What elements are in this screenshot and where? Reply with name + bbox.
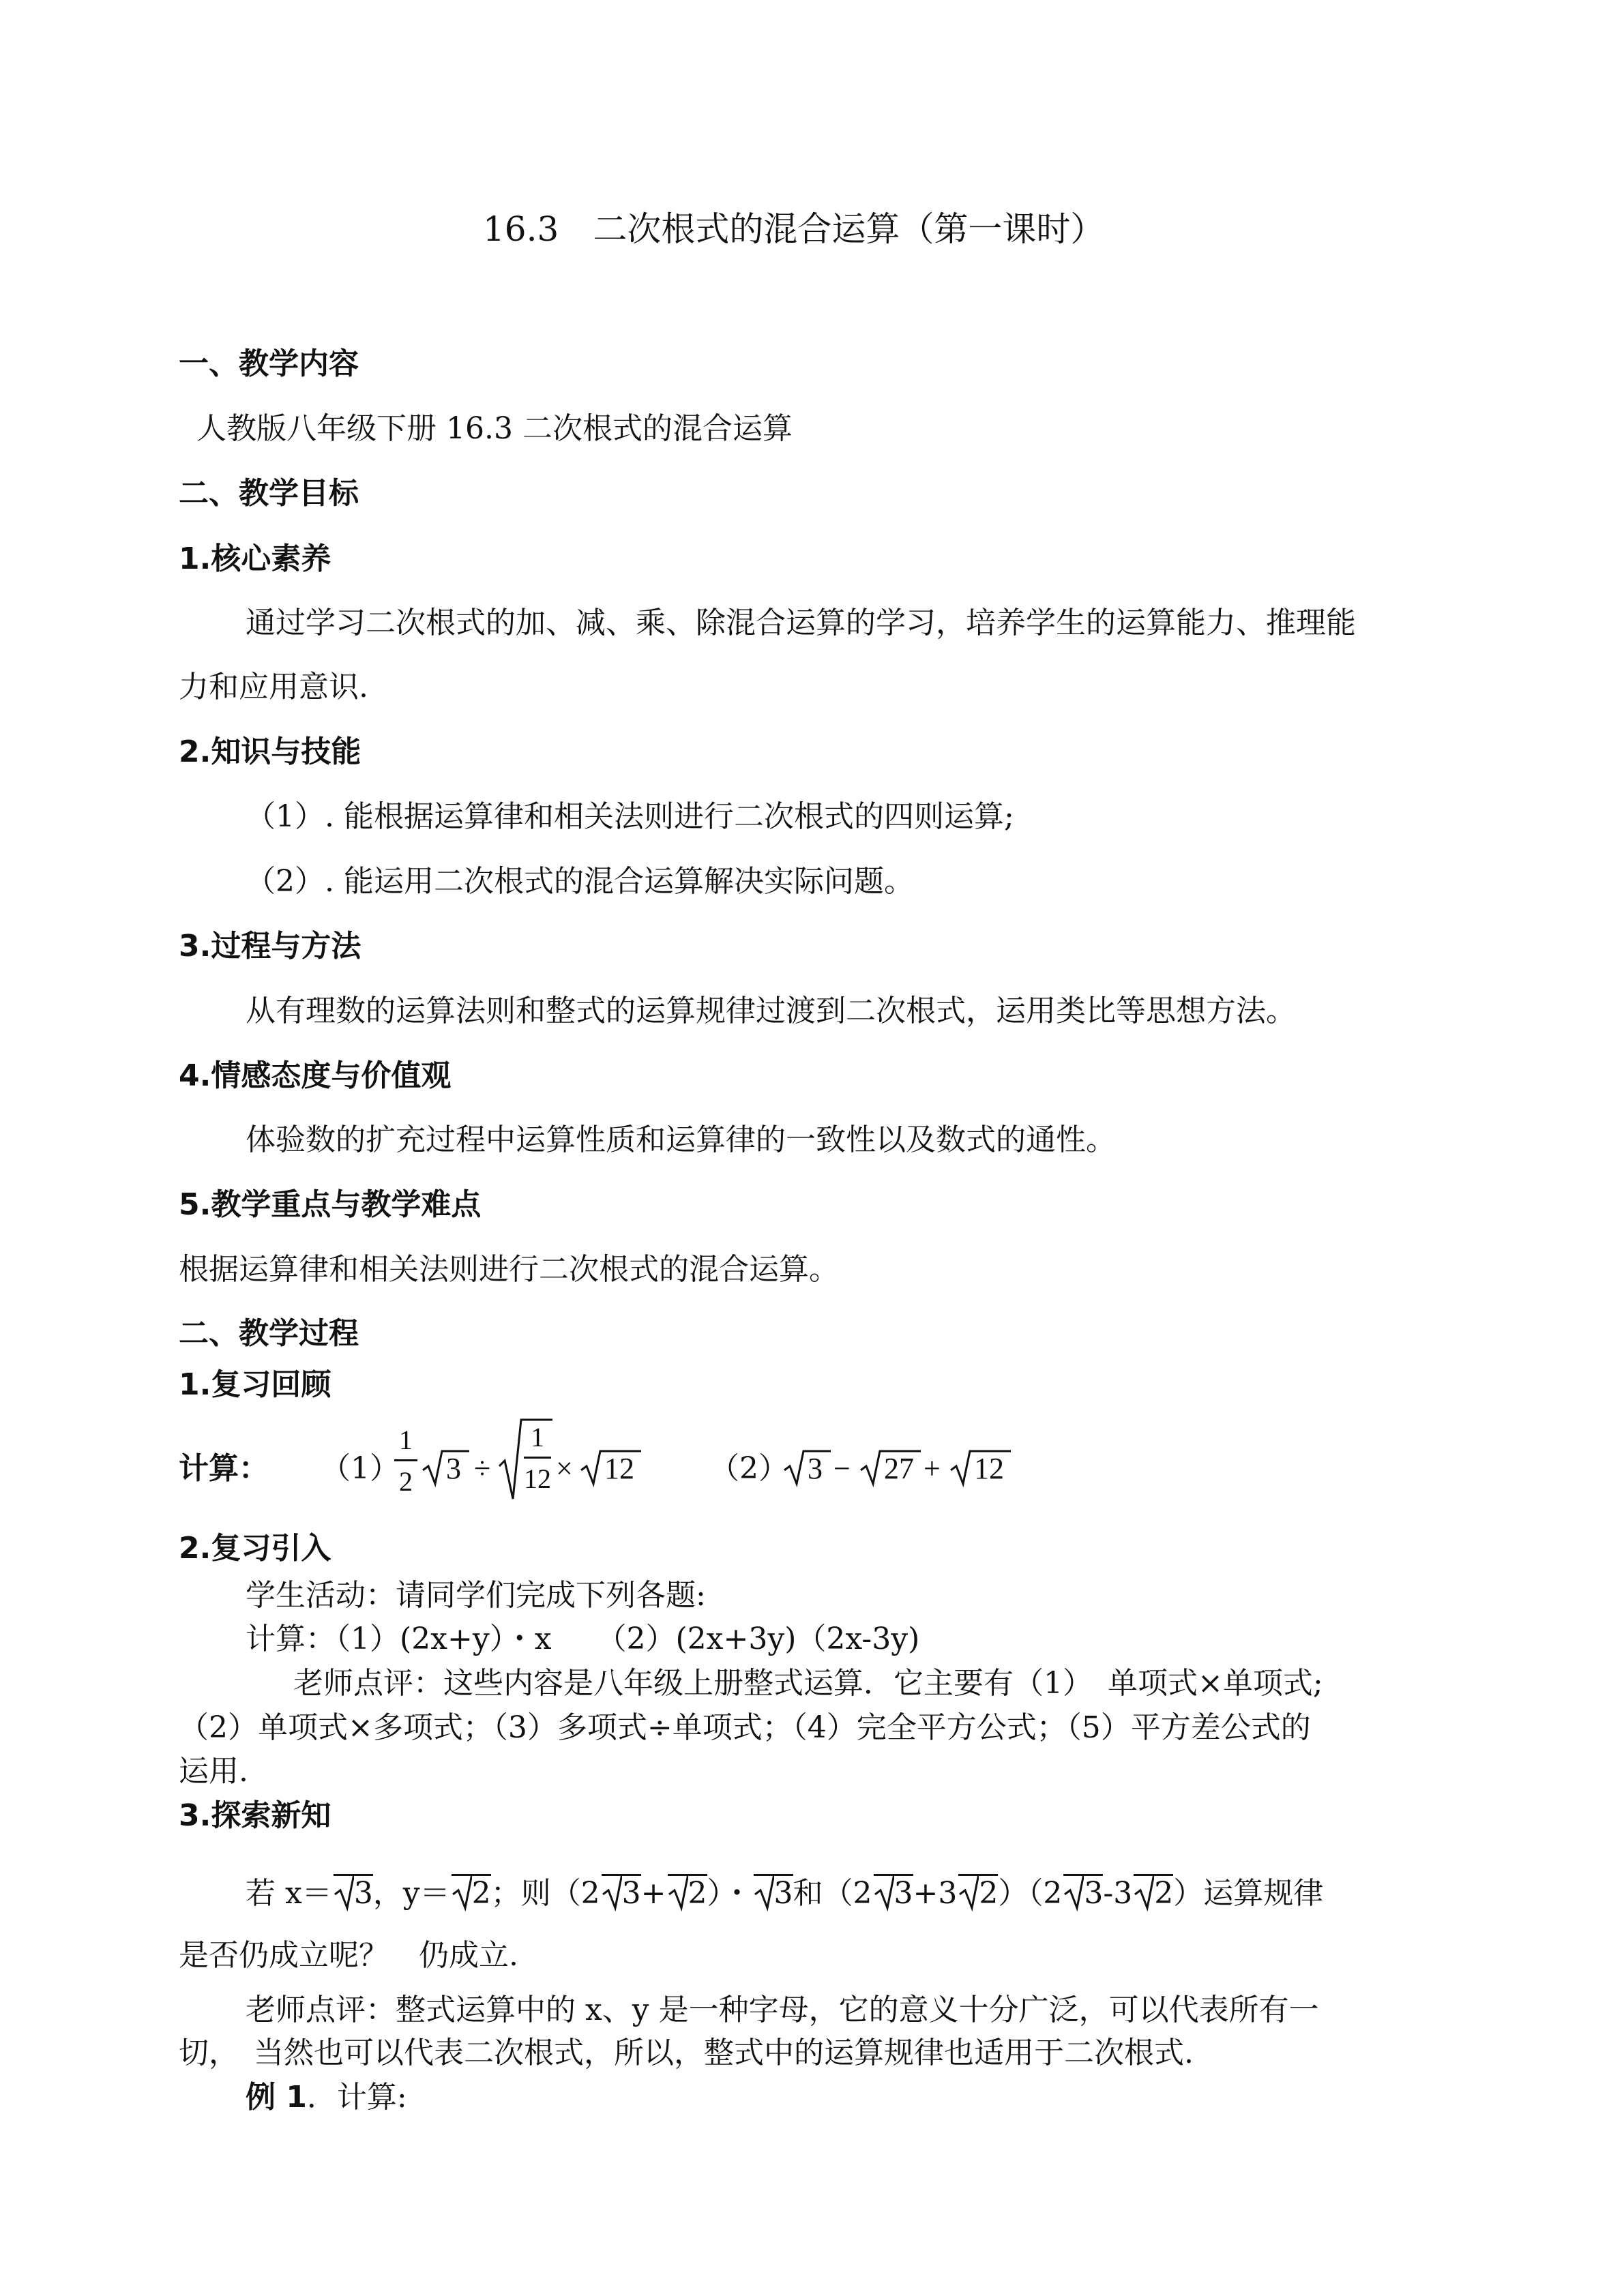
sqrt-27 <box>859 1450 921 1488</box>
explore-part: ）・ <box>707 1876 752 1911</box>
subheading-core: 1.核心素养 <box>179 541 331 576</box>
fraction-numerator: 1 <box>399 1425 413 1455</box>
explore-part: + <box>640 1876 666 1911</box>
intro-comment-2: （2）单项式×多项式；（3）多项式÷单项式；（4）完全平方公式；（5）平方差公式的 <box>179 1710 1311 1745</box>
sqrt-3 <box>783 1450 831 1488</box>
fraction-one-half <box>394 1424 417 1497</box>
subheading-process: 3.过程与方法 <box>179 929 361 964</box>
paragraph-core-1: 通过学习二次根式的加、减、乘、除混合运算的学习，培养学生的运算能力、推理能 <box>246 606 1356 640</box>
example-text: ．计算: <box>306 2080 407 2115</box>
sqrt-inline: 3 <box>334 1874 373 1912</box>
explore-comment-1: 老师点评：整式运算中的 x、y 是一种字母，它的意义十分广泛，可以代表所有一 <box>246 1993 1319 2027</box>
page-title: 16.3 二次根式的混合运算（第一课时） <box>483 209 1105 249</box>
sqrt-12 <box>580 1450 641 1488</box>
sqrt-3 <box>422 1450 469 1488</box>
explore-part: ）（2 <box>998 1876 1063 1911</box>
intro-calc: 计算：（1）(2x+y）・x （2）(2x+3y)（2x-3y) <box>246 1622 920 1656</box>
paragraph-keypoints: 根据运算律和相关法则进行二次根式的混合运算。 <box>179 1252 839 1287</box>
subheading-intro: 2.复习引入 <box>179 1531 331 1566</box>
minus-sign: − <box>833 1452 851 1485</box>
explore-part: -3 <box>1103 1876 1133 1911</box>
subheading-knowledge: 2.知识与技能 <box>179 734 361 769</box>
divide-sign: ÷ <box>474 1452 491 1485</box>
example-line <box>246 2080 407 2116</box>
intro-comment-1: 老师点评：这些内容是八年级上册整式运算．它主要有（1） 单项式×单项式; <box>293 1666 1323 1701</box>
example-label: 例 1 <box>246 2080 307 2115</box>
sqrt-inline: 3 <box>874 1874 913 1912</box>
paragraph-process: 从有理数的运算法则和整式的运算规律过渡到二次根式，运用类比等思想方法。 <box>246 994 1296 1028</box>
explore-comment-2: 切， 当然也可以代表二次根式，所以，整式中的运算规律也适用于二次根式. <box>179 2036 1194 2070</box>
paragraph-knowledge-1: （1）. 能根据运算律和相关法则进行二次根式的四则运算; <box>246 799 1014 834</box>
subheading-review: 1.复习回顾 <box>179 1367 331 1402</box>
sqrt-inline: 2 <box>452 1874 491 1912</box>
radicand: 3 <box>808 1452 823 1485</box>
sqrt-inline: 2 <box>958 1874 998 1912</box>
q2-label: （2） <box>709 1451 788 1486</box>
fraction-denominator: 2 <box>399 1466 413 1497</box>
content-text: 人教版八年级下册 16.3 二次根式的混合运算 <box>196 411 793 446</box>
explore-part: ，y＝ <box>372 1876 450 1911</box>
section-heading-content: 一、教学内容 <box>179 346 359 381</box>
subheading-explore: 3.探索新知 <box>179 1798 331 1833</box>
explore-part: ）运算规律 <box>1173 1876 1324 1911</box>
paragraph-knowledge-2: （2）. 能运用二次根式的混合运算解决实际问题。 <box>246 864 914 899</box>
explore-part: 若 x＝ <box>246 1876 332 1911</box>
sqrt-12 <box>949 1450 1011 1488</box>
sqrt-inline: 2 <box>1134 1874 1173 1912</box>
times-sign: × <box>556 1452 573 1485</box>
q1-label: （1） <box>321 1451 400 1486</box>
section-heading-goals: 二、教学目标 <box>179 476 359 511</box>
sqrt-inline: 2 <box>668 1874 707 1912</box>
explore-part: +3 <box>913 1876 958 1911</box>
explore-part: ；则（2 <box>490 1876 600 1911</box>
calc-label: 计算： <box>179 1451 269 1486</box>
paragraph-core-2: 力和应用意识. <box>179 670 368 704</box>
radicand: 3 <box>446 1452 461 1485</box>
radicand: 12 <box>974 1452 1004 1485</box>
explore-part: 和（2 <box>793 1876 872 1911</box>
intro-comment-3: 运用. <box>179 1754 248 1789</box>
inner-numerator: 1 <box>531 1422 544 1452</box>
explore-line-2: 是否仍成立呢？ 仍成立. <box>179 1938 518 1973</box>
explore-line-1 <box>246 1874 1323 1912</box>
subheading-attitude: 4.情感态度与价值观 <box>179 1058 452 1093</box>
subheading-keypoints: 5.教学重点与教学难点 <box>179 1187 482 1222</box>
radicand: 27 <box>884 1452 914 1485</box>
sqrt-inline: 3 <box>1063 1874 1103 1912</box>
section-heading-process: 二、教学过程 <box>179 1316 359 1351</box>
inner-denominator: 12 <box>524 1463 551 1494</box>
intro-activity: 学生活动：请同学们完成下列各题: <box>246 1578 706 1613</box>
sqrt-inline: 3 <box>602 1874 641 1912</box>
plus-sign: + <box>924 1452 941 1485</box>
paragraph-attitude: 体验数的扩充过程中运算性质和运算律的一致性以及数式的通性。 <box>246 1122 1116 1157</box>
radicand: 12 <box>604 1452 634 1485</box>
sqrt-fraction <box>498 1418 552 1500</box>
sqrt-inline: 3 <box>754 1874 793 1912</box>
